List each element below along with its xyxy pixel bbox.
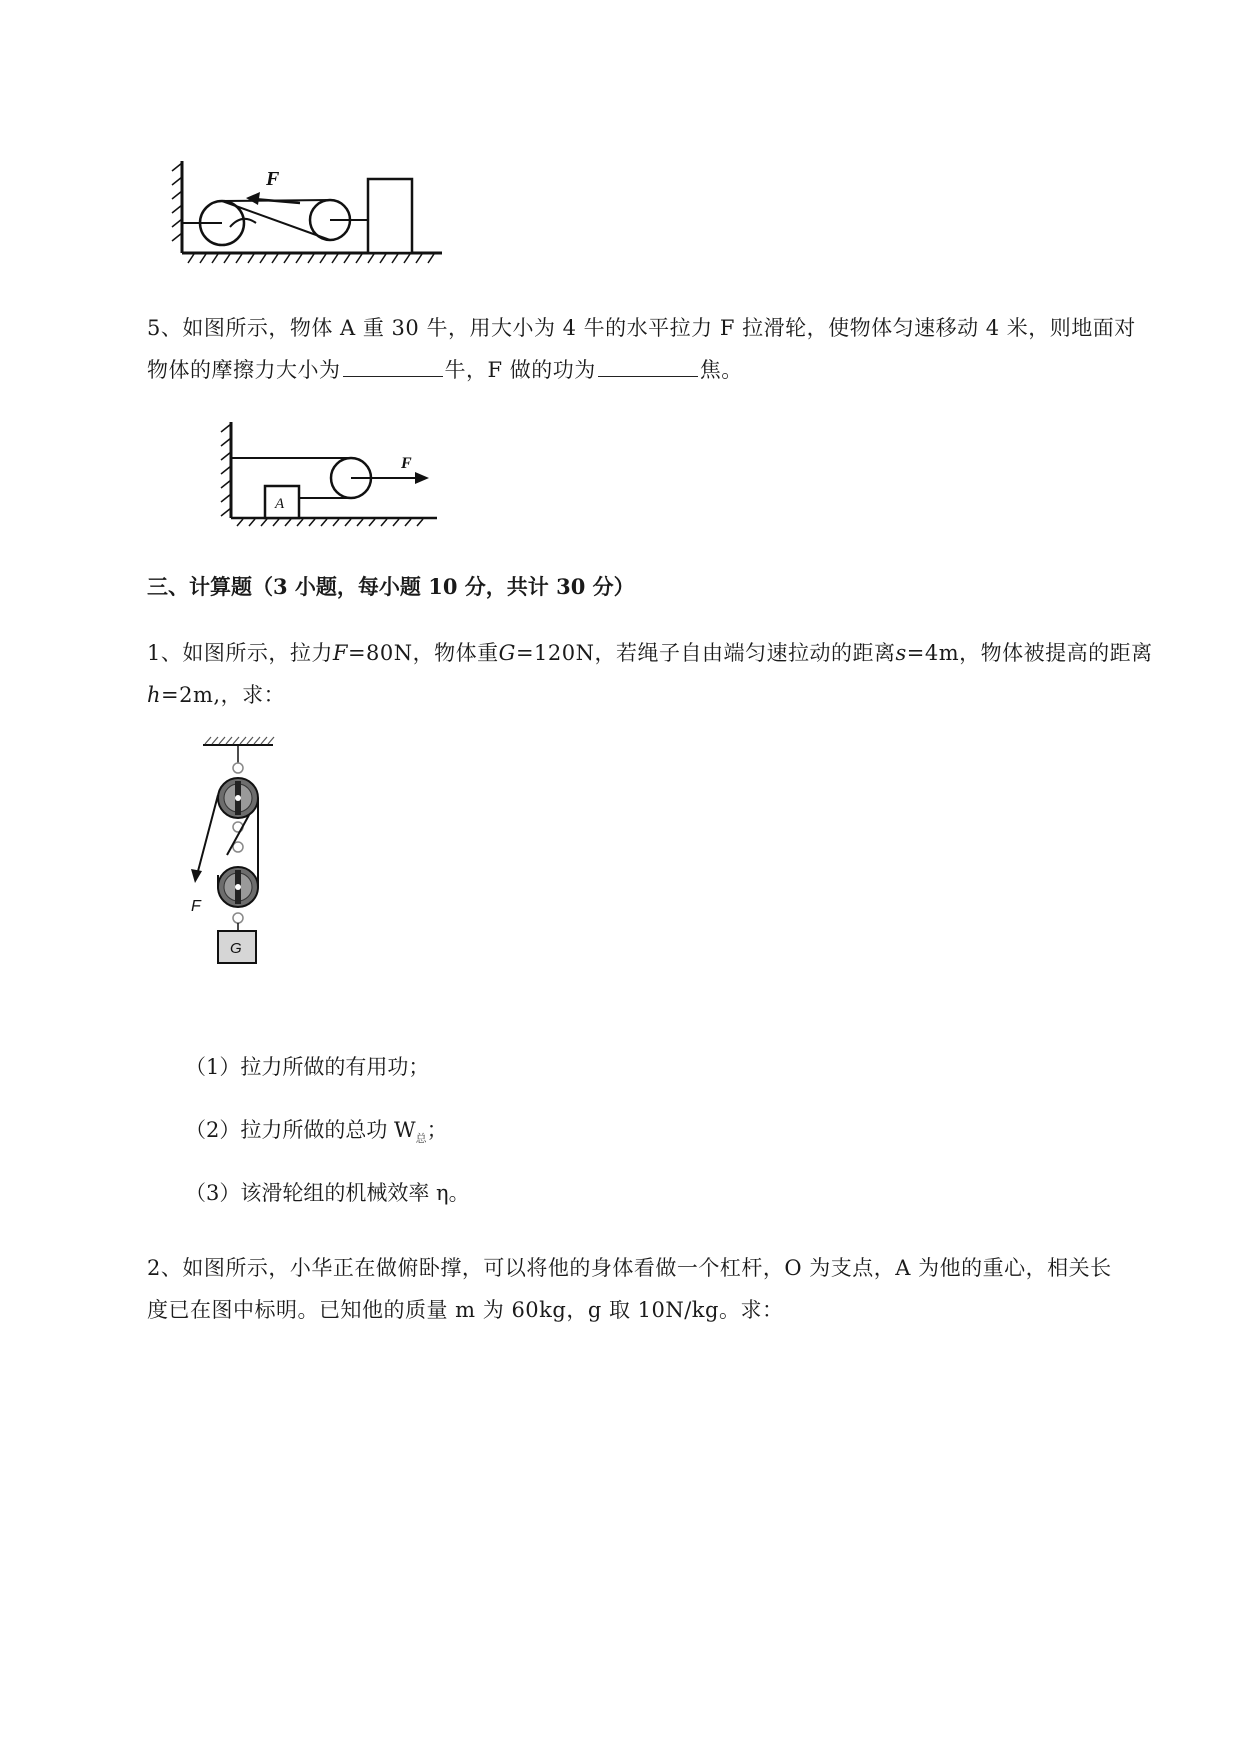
calc1-part-2-end: ；	[426, 1118, 448, 1142]
var-s: s	[895, 641, 907, 665]
calc1-text-a: 1、如图所示，拉力	[147, 641, 333, 665]
calc1-part-3: （3）该滑轮组的机械效率 η。	[185, 1181, 470, 1205]
section-3-heading: 三、计算题（3 小题，每小题 10 分，共计 30 分）	[147, 574, 635, 599]
var-h: h	[147, 683, 162, 707]
question-5-text-a: 物体的摩擦力大小为	[147, 358, 341, 382]
var-f: F	[332, 641, 348, 665]
question-5-text-c: 焦。	[699, 358, 743, 382]
pulley-diagram-2	[215, 418, 445, 528]
question-5	[147, 307, 1157, 391]
calc-question-2-line2: 度已在图中标明。已知他的质量 m 为 60kg，g 取 10N/kg。求：	[147, 1298, 784, 1322]
calc1-text-e: =2m,，求：	[161, 683, 286, 707]
question-5-line1: 5、如图所示，物体 A 重 30 牛，用大小为 4 牛的水平拉力 F 拉滑轮，使物体匀速移动 4 米，则地面对	[147, 316, 1136, 340]
calc-question-1	[147, 632, 1157, 716]
calc1-part-2-text: （2）拉力所做的总功 W	[185, 1118, 416, 1142]
calc1-part-2-subscript: 总	[415, 1132, 427, 1146]
calc-question-2-line1: 2、如图所示，小华正在做俯卧撑，可以将他的身体看做一个杠杆，O 为支点，A 为他的重心，相关长	[147, 1256, 1112, 1280]
friction-answer-blank[interactable]	[343, 354, 443, 377]
calc-question-2	[147, 1247, 1157, 1331]
question-5-line2	[147, 349, 1157, 391]
calc1-part-1: （1）拉力所做的有用功；	[185, 1055, 430, 1079]
calc1-text-d: =4m，物体被提高的距离	[906, 641, 1153, 665]
calc1-text-c: =120N，若绳子自由端匀速拉动的距离	[515, 641, 896, 665]
var-g: G	[498, 641, 516, 665]
force-label-3: F	[191, 898, 201, 915]
pulley-block-diagram	[185, 735, 285, 970]
work-answer-blank[interactable]	[598, 354, 698, 377]
question-5-text-b: 牛，F 做的功为	[444, 358, 596, 382]
block-a-label: A	[275, 496, 285, 512]
weight-label: G	[230, 940, 242, 957]
calc1-part-2	[185, 1115, 448, 1154]
calc1-text-b: =80N，物体重	[347, 641, 499, 665]
force-label-1: F	[266, 168, 280, 190]
force-label-2: F	[401, 455, 412, 472]
calc-question-1-line2	[147, 674, 1157, 716]
calc-question-1-line1	[147, 632, 1157, 674]
pulley-diagram-1	[170, 155, 450, 270]
